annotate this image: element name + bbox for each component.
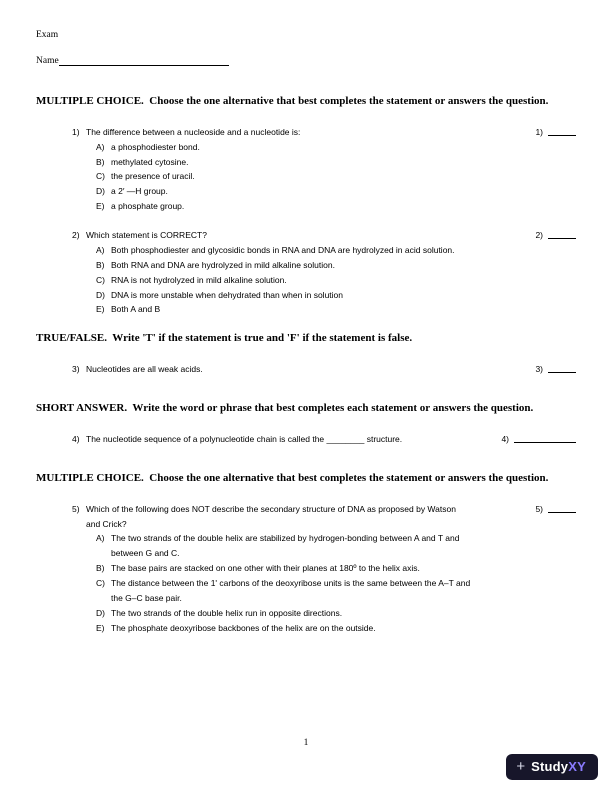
heading-multiple-choice-1: MULTIPLE CHOICE. Choose the one alternative that best completes the statement or answers the question. bbox=[36, 95, 549, 107]
question-3 bbox=[72, 362, 576, 377]
choice-item bbox=[96, 531, 476, 561]
heading-short-answer: SHORT ANSWER. Write the word or phrase that best completes each statement or answers the question. bbox=[36, 402, 534, 415]
question-text: The difference between a nucleoside and a nucleotide is: bbox=[86, 126, 301, 137]
choice-text: Both RNA and DNA are hydrolyzed in mild alkaline solution. bbox=[111, 259, 335, 270]
answer-blank bbox=[548, 228, 576, 239]
choice-marker: D) bbox=[96, 289, 105, 300]
choices-list bbox=[96, 531, 476, 635]
choice-item bbox=[96, 273, 476, 288]
question-1 bbox=[72, 125, 576, 214]
choice-text: The two strands of the double helix are stabilized by hydrogen-bonding between A and T and between G and C. bbox=[111, 533, 460, 559]
choice-text: RNA is not hydrolyzed in mild alkaline solution. bbox=[111, 274, 287, 285]
logo-study-text: Study bbox=[531, 759, 569, 774]
answer-number: 5) bbox=[535, 503, 543, 514]
choice-item bbox=[96, 184, 476, 199]
question-number: 4) bbox=[72, 433, 80, 444]
choice-item bbox=[96, 606, 476, 621]
choice-item bbox=[96, 302, 476, 317]
plus-icon: + bbox=[516, 758, 526, 775]
answer-number: 1) bbox=[535, 126, 543, 137]
answer-area bbox=[506, 362, 576, 377]
choice-marker: A) bbox=[96, 533, 105, 544]
name-row bbox=[36, 55, 576, 66]
choice-item bbox=[96, 576, 476, 606]
choice-text: The two strands of the double helix run in opposite directions. bbox=[111, 607, 343, 618]
question-5 bbox=[72, 502, 576, 636]
choice-marker: E) bbox=[96, 304, 105, 315]
answer-blank bbox=[548, 502, 576, 513]
page-number: 1 bbox=[303, 738, 309, 748]
choice-item bbox=[96, 621, 476, 636]
heading-true-false: TRUE/FALSE. Write 'T' if the statement is true and 'F' if the statement is false. bbox=[36, 332, 413, 345]
answer-area bbox=[486, 432, 576, 447]
answer-number: 4) bbox=[501, 433, 509, 444]
answer-blank bbox=[514, 432, 576, 443]
answer-blank bbox=[548, 362, 576, 373]
answer-number: 3) bbox=[535, 364, 543, 375]
choice-marker: C) bbox=[96, 171, 105, 182]
choice-marker: E) bbox=[96, 201, 105, 212]
choice-item bbox=[96, 169, 476, 184]
question-2 bbox=[72, 228, 576, 317]
question-number: 2) bbox=[72, 230, 80, 241]
choice-text: a 2′ —H group. bbox=[111, 186, 168, 197]
question-text: The nucleotide sequence of a polynucleotide chain is called the ________ structure. bbox=[86, 433, 403, 444]
question-number: 1) bbox=[72, 126, 80, 137]
choice-item bbox=[96, 199, 476, 214]
choice-text: a phosphate group. bbox=[111, 201, 185, 212]
choice-marker: A) bbox=[96, 244, 105, 255]
choices-list bbox=[96, 140, 476, 214]
choice-marker: E) bbox=[96, 622, 105, 633]
choice-text: The distance between the 1' carbons of the deoxyribose units is the same between the A–T and the G–C base pair. bbox=[111, 578, 471, 603]
logo-xy-text: XY bbox=[568, 759, 586, 774]
choice-text: Both phosphodiester and glycosidic bonds in RNA and DNA are hydrolyzed in acid solution. bbox=[111, 244, 455, 255]
choice-marker: B) bbox=[96, 259, 105, 270]
choice-text: DNA is more unstable when dehydrated than when in solution bbox=[111, 289, 344, 300]
choice-marker: D) bbox=[96, 607, 105, 618]
choice-marker: A) bbox=[96, 141, 105, 152]
name-blank-line bbox=[59, 55, 229, 66]
answer-blank bbox=[548, 125, 576, 136]
choice-item bbox=[96, 561, 476, 576]
choices-list bbox=[96, 243, 476, 317]
answer-area bbox=[506, 502, 576, 517]
choice-text: a phosphodiester bond. bbox=[111, 141, 200, 152]
choice-item bbox=[96, 288, 476, 303]
answer-area bbox=[506, 228, 576, 243]
studyxy-badge[interactable] bbox=[506, 754, 598, 780]
question-number: 3) bbox=[72, 364, 80, 375]
choice-item bbox=[96, 155, 476, 170]
choice-text: The base pairs are stacked on one other with their planes at 180º to the helix axis. bbox=[111, 563, 420, 574]
choice-marker: B) bbox=[96, 156, 105, 167]
studyxy-logo bbox=[531, 759, 586, 774]
name-label: Name bbox=[36, 56, 59, 66]
exam-label: Exam bbox=[36, 30, 59, 40]
choice-text: Both A and B bbox=[111, 304, 161, 315]
choice-item bbox=[96, 258, 476, 273]
choice-marker: C) bbox=[96, 274, 105, 285]
answer-area bbox=[506, 125, 576, 140]
question-number: 5) bbox=[72, 503, 80, 514]
choice-item bbox=[96, 140, 476, 155]
answer-number: 2) bbox=[535, 230, 543, 241]
heading-multiple-choice-2: MULTIPLE CHOICE. Choose the one alternative that best completes the statement or answers the question. bbox=[36, 471, 549, 484]
question-text: Which of the following does NOT describe the secondary structure of DNA as proposed by Watson and Crick? bbox=[86, 503, 456, 529]
choice-marker: C) bbox=[96, 578, 105, 588]
question-text: Nucleotides are all weak acids. bbox=[86, 364, 203, 375]
choice-marker: B) bbox=[96, 563, 105, 574]
question-4 bbox=[72, 432, 576, 447]
question-text: Which statement is CORRECT? bbox=[86, 230, 207, 241]
choice-text: the presence of uracil. bbox=[111, 171, 195, 182]
choice-item bbox=[96, 243, 476, 258]
choice-text: methylated cytosine. bbox=[111, 156, 189, 167]
choice-text: The phosphate deoxyribose backbones of the helix are on the outside. bbox=[111, 622, 376, 633]
choice-marker: D) bbox=[96, 186, 105, 197]
